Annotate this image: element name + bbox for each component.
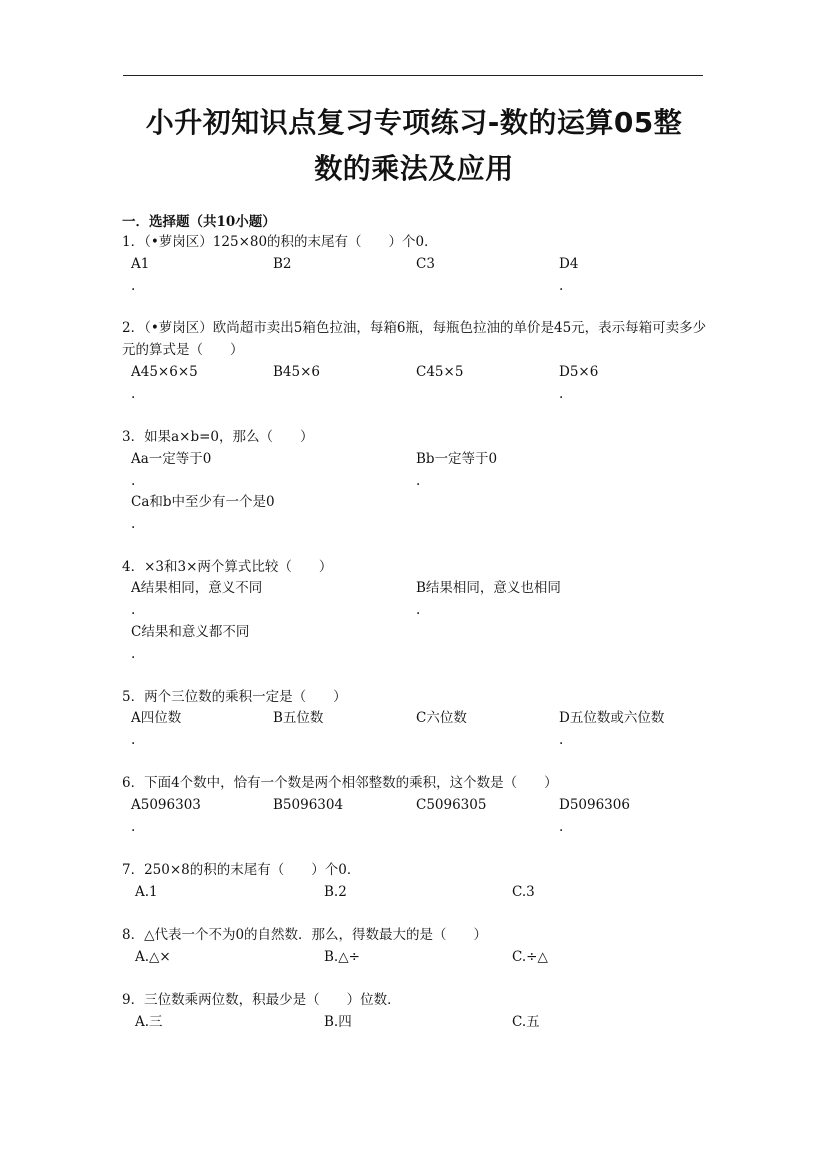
- q3-option-c[interactable]: Ca和b中至少有一个是0: [131, 494, 275, 510]
- q4-option-c[interactable]: C结果和意义都不同: [131, 624, 250, 640]
- q3-option-a[interactable]: Aa一定等于0: [131, 451, 212, 467]
- q7-option-b[interactable]: B.2: [324, 884, 347, 900]
- q8-option-b[interactable]: B.△÷: [324, 949, 360, 965]
- header-rule: [123, 75, 703, 76]
- q9-option-b[interactable]: B.四: [324, 1014, 352, 1030]
- question-7-stem: 7．250×8的积的末尾有（ ）个0．: [122, 862, 361, 878]
- q5-dot-right: .: [559, 732, 564, 748]
- q3-option-b[interactable]: Bb一定等于0: [416, 451, 498, 467]
- question-3-stem: 3．如果a×b=0，那么（ ）: [122, 429, 314, 445]
- question-5-stem: 5．两个三位数的乘积一定是（ ）: [122, 689, 347, 705]
- q1-dot-left: .: [131, 278, 136, 294]
- question-2-stem: 2．（•萝岗区）欧尚超市卖出5箱色拉油，每箱6瓶，每瓶色拉油的单价是45元，表示每箱可卖多少元的算式是（ ）: [122, 320, 707, 358]
- question-8-stem: 8．△代表一个不为0的自然数．那么，得数最大的是（ ）: [122, 927, 488, 943]
- question-1-stem: 1．（•萝岗区）125×80的积的末尾有（ ）个0．: [122, 234, 438, 250]
- q2-dot-right: .: [559, 386, 564, 402]
- q3-dot-c: .: [131, 516, 136, 532]
- q5-option-b[interactable]: B五位数: [273, 710, 324, 726]
- section-heading: 一．选择题（共10小题）: [122, 214, 276, 230]
- q9-option-a[interactable]: A.三: [135, 1014, 163, 1030]
- q1-option-b[interactable]: B2: [273, 256, 292, 272]
- question-9-stem: 9．三位数乘两位数，积最少是（ ）位数．: [122, 992, 401, 1008]
- q1-option-a[interactable]: A1: [131, 256, 150, 272]
- q9-option-c[interactable]: C.五: [512, 1014, 540, 1030]
- q5-option-c[interactable]: C六位数: [416, 710, 467, 726]
- q7-option-c[interactable]: C.3: [512, 884, 535, 900]
- q6-option-b[interactable]: B5096304: [273, 797, 344, 813]
- q2-option-a[interactable]: A45×6×5: [131, 364, 198, 380]
- q5-option-a[interactable]: A四位数: [131, 710, 182, 726]
- q6-option-d[interactable]: D5096306: [559, 797, 630, 813]
- q8-option-c[interactable]: C.÷△: [512, 949, 548, 965]
- q6-dot-right: .: [559, 819, 564, 835]
- q6-option-a[interactable]: A5096303: [131, 797, 201, 813]
- q4-option-b[interactable]: B结果相同，意义也相同: [416, 580, 561, 596]
- q7-option-a[interactable]: A.1: [135, 884, 158, 900]
- q8-option-a[interactable]: A.△×: [135, 949, 171, 965]
- q4-dot-b: .: [416, 602, 421, 618]
- q2-option-d[interactable]: D5×6: [559, 364, 599, 380]
- question-4-stem: 4．×3和3×两个算式比较（ ）: [122, 559, 333, 575]
- q4-dot-a: .: [131, 602, 136, 618]
- q3-dot-b: .: [416, 473, 421, 489]
- q6-dot-left: .: [131, 819, 136, 835]
- q1-option-c[interactable]: C3: [416, 256, 435, 272]
- q6-option-c[interactable]: C5096305: [416, 797, 487, 813]
- q5-dot-left: .: [131, 732, 136, 748]
- q4-dot-c: .: [131, 646, 136, 662]
- q2-option-b[interactable]: B45×6: [273, 364, 320, 380]
- page-title: [118, 100, 710, 192]
- title-line-2: 数的乘法及应用: [314, 152, 514, 185]
- q2-option-c[interactable]: C45×5: [416, 364, 464, 380]
- q1-option-d[interactable]: D4: [559, 256, 579, 272]
- q1-dot-right: .: [559, 278, 564, 294]
- question-6-stem: 6．下面4个数中，恰有一个数是两个相邻整数的乘积，这个数是（ ）: [122, 775, 558, 791]
- q5-option-d[interactable]: D五位数或六位数: [559, 710, 665, 726]
- title-line-1: 小升初知识点复习专项练习-数的运算05整: [145, 106, 683, 139]
- q2-dot-left: .: [131, 386, 136, 402]
- q4-option-a[interactable]: A结果相同，意义不同: [131, 580, 263, 596]
- q3-dot-a: .: [131, 473, 136, 489]
